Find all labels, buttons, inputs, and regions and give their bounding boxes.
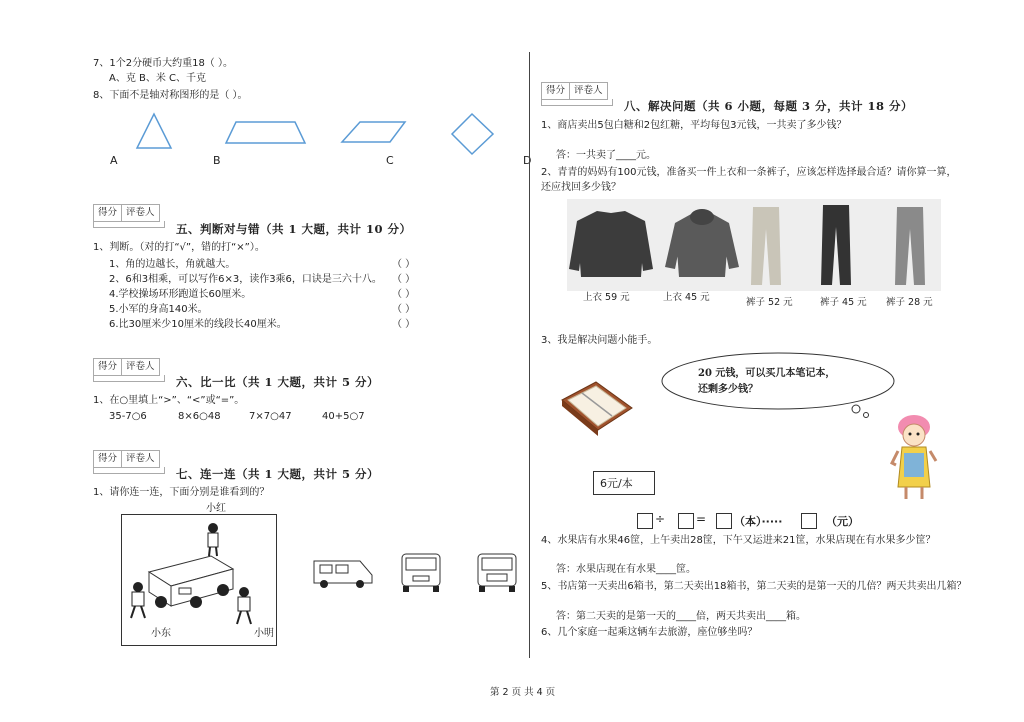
problem-5: 5、书店第一天卖出6箱书，第二天卖出18箱书，第二天卖的是第一天的几倍？两天共卖出几箱？ bbox=[541, 581, 967, 592]
q7-options: A、克 B、米 C、千克 bbox=[109, 73, 207, 84]
compare-item: 7×7○47 bbox=[249, 411, 292, 422]
section6-intro: 1、在○里填上“>”、“<”或“=”。 bbox=[93, 395, 245, 406]
name-xiaodong: 小东 bbox=[151, 628, 171, 639]
compare-item: 35-7○6 bbox=[109, 411, 147, 422]
van-scene-illustration bbox=[121, 514, 275, 634]
answer-4: 答：水果店现在有水果____筐。 bbox=[556, 564, 696, 575]
answer-5: 答：第二天卖的是第一天的____倍，两天共卖出____箱。 bbox=[556, 611, 806, 622]
clothes-label: 裤子 45 元 bbox=[820, 297, 867, 308]
equals-sign: = bbox=[696, 512, 707, 526]
problem-6: 6、几个家庭一起乘这辆车去旅游，座位够坐吗？ bbox=[541, 627, 758, 638]
score-box: 得分 评卷人 bbox=[541, 82, 608, 100]
notebook-image bbox=[556, 378, 636, 438]
divide-sign: ÷ bbox=[655, 512, 666, 526]
clothes-images bbox=[567, 199, 941, 291]
symmetry-shapes bbox=[120, 110, 560, 160]
q8-label-a: A bbox=[110, 154, 118, 167]
van-front-view bbox=[397, 550, 447, 594]
triangle-shape bbox=[137, 114, 171, 148]
bubble-line-2: 还剩多少钱？ bbox=[698, 384, 758, 395]
clothes-label: 上衣 45 元 bbox=[663, 292, 710, 303]
q8-label-b: B bbox=[213, 154, 221, 167]
clothes-label: 裤子 52 元 bbox=[746, 297, 793, 308]
score-box: 得分 评卷人 bbox=[93, 358, 160, 376]
section8-title: 八、解决问题（共 6 小题，每题 3 分，共计 18 分） bbox=[624, 99, 914, 113]
page-footer: 第 2 页 共 4 页 bbox=[490, 687, 556, 698]
problem-3: 3、我是解决问题小能手。 bbox=[541, 335, 658, 346]
clothes-label: 裤子 28 元 bbox=[886, 297, 933, 308]
van-back-view bbox=[473, 550, 523, 594]
judge-item: 6.比30厘米少10厘米的线段长40厘米。 bbox=[109, 319, 287, 330]
diamond-shape bbox=[452, 114, 493, 154]
score-box: 得分 评卷人 bbox=[93, 204, 160, 222]
section7-intro: 1、请你连一连，下面分别是谁看到的？ bbox=[93, 487, 270, 498]
answer-paren: （ ） bbox=[392, 274, 416, 285]
trapezoid-shape bbox=[226, 122, 305, 143]
judge-item: 2、6和3相乘，可以写作6×3，读作3乘6，口诀是三六十八。 bbox=[109, 274, 382, 285]
section6-title: 六、比一比（共 1 大题，共计 5 分） bbox=[176, 375, 380, 389]
unit-ben-remainder: （本）····· bbox=[734, 515, 783, 528]
section7-title: 七、连一连（共 1 大题，共计 5 分） bbox=[176, 467, 380, 481]
column-divider bbox=[529, 52, 530, 658]
answer-paren: （ ） bbox=[392, 289, 416, 300]
price-label: 6元/本 bbox=[600, 477, 633, 490]
score-box: 得分 评卷人 bbox=[93, 450, 160, 468]
bubble-line-1: 20 元钱，可以买几本笔记本， bbox=[698, 368, 836, 379]
name-xiaoming: 小明 bbox=[254, 628, 274, 639]
answer-box[interactable] bbox=[801, 513, 817, 529]
judge-item: 4.学校操场环形跑道长60厘米。 bbox=[109, 289, 252, 300]
problem-4: 4、水果店有水果46筐，上午卖出28筐，下午又运进来21筐，水果店现在有水果多少筐？ bbox=[541, 535, 936, 546]
q8-text: 8、下面不是轴对称图形的是（ ）。 bbox=[93, 90, 248, 101]
q8-label-c: C bbox=[386, 154, 394, 167]
q8-label-d: D bbox=[523, 154, 532, 167]
thought-bubble bbox=[660, 349, 900, 419]
answer-box[interactable] bbox=[716, 513, 732, 529]
name-xiaohong: 小红 bbox=[206, 503, 226, 514]
answer-paren: （ ） bbox=[392, 259, 416, 270]
q7-text: 7、1个2分硬币大约重18（ ）。 bbox=[93, 58, 233, 69]
compare-item: 8×6○48 bbox=[178, 411, 221, 422]
problem-2b: 还应找回多少钱？ bbox=[541, 182, 621, 193]
section5-intro: 1、判断。（对的打“√”，错的打“×”）。 bbox=[93, 242, 265, 253]
clothes-label: 上衣 59 元 bbox=[583, 292, 630, 303]
girl-illustration bbox=[890, 413, 940, 505]
compare-item: 40+5○7 bbox=[322, 411, 365, 422]
judge-item: 5.小军的身高140米。 bbox=[109, 304, 208, 315]
answer-1: 答：一共卖了____元。 bbox=[556, 150, 656, 161]
section5-title: 五、判断对与错（共 1 大题，共计 10 分） bbox=[176, 222, 412, 236]
problem-1: 1、商店卖出5包白糖和2包红糖，平均每包3元钱，一共卖了多少钱？ bbox=[541, 120, 847, 131]
problem-2a: 2、青青的妈妈有100元钱，准备买一件上衣和一条裤子，应该怎样选择最合适？请你算一算， bbox=[541, 167, 957, 178]
judge-item: 1、角的边越长，角就越大。 bbox=[109, 259, 236, 270]
answer-box[interactable] bbox=[678, 513, 694, 529]
van-side-view bbox=[310, 553, 380, 593]
answer-box[interactable] bbox=[637, 513, 653, 529]
answer-paren: （ ） bbox=[392, 319, 416, 330]
parallelogram-shape bbox=[342, 122, 405, 142]
unit-yuan: （元） bbox=[826, 515, 859, 528]
answer-paren: （ ） bbox=[392, 304, 416, 315]
